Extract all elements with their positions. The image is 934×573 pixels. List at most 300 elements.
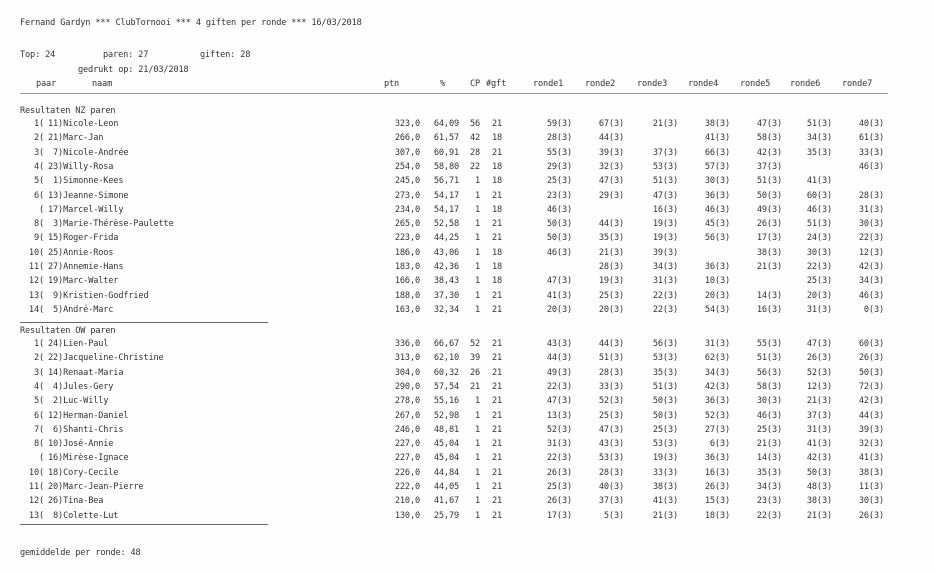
- cell-ronde2: 19(3): [598, 276, 624, 287]
- cell-ronde3: 35(3): [652, 367, 678, 378]
- cell-ronde5: 23(3): [756, 496, 782, 507]
- cell-pair: 24)Lien-Paul: [48, 339, 109, 349]
- cell-ronde7: 33(3): [858, 147, 884, 158]
- cell-ronde2: 44(3): [598, 339, 624, 349]
- result-row: [0, 191, 934, 201]
- cell-pct: 52,98: [433, 410, 459, 421]
- cell-pct: 45,04: [433, 453, 459, 464]
- cell-ronde4: 62(3): [704, 353, 730, 364]
- cell-ronde3: 25(3): [652, 424, 678, 435]
- cell-ronde7: 22(3): [858, 233, 884, 244]
- col-gft: #gft: [486, 79, 507, 89]
- cell-pair: 7)Nicole-Andrée: [48, 147, 129, 158]
- cell-ronde3: 56(3): [652, 339, 678, 349]
- cell-ronde1: 22(3): [546, 381, 572, 392]
- cell-cp: 42: [469, 133, 480, 144]
- cell-idx: 11(: [28, 262, 44, 272]
- cell-ronde6: 12(3): [806, 381, 832, 392]
- result-row: [0, 248, 934, 258]
- cell-ronde4: 52(3): [704, 410, 730, 421]
- cell-ronde3: 16(3): [652, 204, 678, 215]
- cell-idx: 10(: [28, 247, 44, 258]
- cell-ronde3: 53(3): [652, 353, 678, 364]
- cell-ronde5: 25(3): [756, 424, 782, 435]
- cell-ronde3: 19(3): [652, 453, 678, 464]
- result-row: [0, 162, 934, 172]
- cell-ronde7: 28(3): [858, 190, 884, 201]
- cell-ronde6: 50(3): [806, 467, 832, 478]
- cell-ronde6: 38(3): [806, 496, 832, 507]
- cell-cp: 1: [474, 453, 480, 464]
- printed-date: gedrukt op: 21/03/2018: [78, 65, 189, 75]
- cell-cp: 1: [474, 290, 480, 301]
- cell-gft: 18: [491, 204, 502, 215]
- cell-ronde1: 25(3): [546, 176, 572, 187]
- cell-ronde1: 31(3): [546, 439, 572, 450]
- cell-pair: 20)Marc-Jean-Pierre: [48, 482, 144, 492]
- cell-ronde3: 31(3): [652, 276, 678, 287]
- cell-ronde3: 51(3): [652, 381, 678, 392]
- cell-ptn: 323,0: [394, 119, 420, 129]
- cell-ptn: 234,0: [394, 204, 420, 215]
- cell-ptn: 290,0: [394, 381, 420, 392]
- result-row: [0, 411, 934, 421]
- cell-ronde5: 26(3): [756, 219, 782, 230]
- cell-ronde3: 51(3): [652, 176, 678, 187]
- cell-ronde6: 37(3): [806, 410, 832, 421]
- cell-ronde5: 51(3): [756, 353, 782, 364]
- cell-ronde6: 41(3): [806, 439, 832, 450]
- cell-ronde1: 49(3): [546, 367, 572, 378]
- result-row: [0, 219, 934, 229]
- cell-pair: 25)Annie-Roos: [48, 247, 114, 258]
- cell-pct: 60,91: [433, 147, 459, 158]
- cell-ronde2: 37(3): [598, 496, 624, 507]
- cell-ptn: 304,0: [394, 367, 420, 378]
- cell-gft: 21: [491, 190, 502, 201]
- cell-ronde4: 18(3): [704, 510, 730, 521]
- cell-pair: 4)Jules-Gery: [48, 381, 114, 392]
- cell-pct: 54,17: [433, 190, 459, 201]
- cell-idx: 5(: [33, 396, 44, 407]
- cell-idx: 2(: [33, 353, 44, 364]
- cell-ptn: 210,0: [394, 496, 420, 507]
- cell-idx: 4(: [33, 161, 44, 172]
- cell-ronde4: 34(3): [704, 367, 730, 378]
- paren-value: paren: 27: [103, 50, 149, 60]
- cell-ronde7: 34(3): [858, 276, 884, 287]
- cell-cp: 52: [469, 339, 480, 349]
- cell-ronde1: 23(3): [546, 190, 572, 201]
- cell-pct: 54,17: [433, 204, 459, 215]
- cell-ronde3: 39(3): [652, 247, 678, 258]
- cell-ronde2: 28(3): [598, 467, 624, 478]
- cell-ptn: 265,0: [394, 219, 420, 230]
- cell-gft: 18: [491, 133, 502, 144]
- cell-ptn: 267,0: [394, 410, 420, 421]
- cell-ronde2: 29(3): [598, 190, 624, 201]
- ow-section-rule: [20, 524, 268, 525]
- cell-ptn: 266,0: [394, 133, 420, 144]
- cell-ronde3: 19(3): [652, 219, 678, 230]
- cell-ronde5: 22(3): [756, 510, 782, 521]
- cell-cp: 1: [474, 247, 480, 258]
- cell-gft: 18: [491, 161, 502, 172]
- cell-idx: 1(: [33, 339, 44, 349]
- cell-pct: 37,30: [433, 290, 459, 301]
- cell-ronde6: 42(3): [806, 453, 832, 464]
- cell-ronde4: 57(3): [704, 161, 730, 172]
- cell-pair: 3)Marie-Thérèse-Paulette: [48, 219, 174, 230]
- cell-ronde4: 54(3): [704, 304, 730, 315]
- cell-ronde6: 51(3): [806, 119, 832, 129]
- cell-ronde1: 26(3): [546, 467, 572, 478]
- result-row: [0, 262, 934, 272]
- cell-cp: 22: [469, 161, 480, 172]
- cell-gft: 21: [491, 510, 502, 521]
- cell-pair: 5)André-Marc: [48, 304, 114, 315]
- cell-ptn: 163,0: [394, 304, 420, 315]
- cell-ronde5: 35(3): [756, 467, 782, 478]
- cell-ronde4: 66(3): [704, 147, 730, 158]
- cell-ronde7: 39(3): [858, 424, 884, 435]
- cell-pct: 44,84: [433, 467, 459, 478]
- cell-ronde4: 15(3): [704, 496, 730, 507]
- cell-ronde6: 26(3): [806, 353, 832, 364]
- cell-ronde2: 47(3): [598, 176, 624, 187]
- cell-ronde1: 22(3): [546, 453, 572, 464]
- cell-ronde7: 60(3): [858, 339, 884, 349]
- cell-pct: 56,71: [433, 176, 459, 187]
- cell-ronde6: 35(3): [806, 147, 832, 158]
- cell-ronde3: 50(3): [652, 396, 678, 407]
- cell-idx: 13(: [28, 290, 44, 301]
- cell-cp: 1: [474, 482, 480, 492]
- col-pct: %: [440, 79, 446, 89]
- cell-ronde1: 26(3): [546, 496, 572, 507]
- cell-pct: 57,54: [433, 381, 459, 392]
- result-row: [0, 511, 934, 521]
- cell-idx: 11(: [28, 482, 44, 492]
- cell-ronde6: 24(3): [806, 233, 832, 244]
- col-ronde5: ronde5: [740, 79, 771, 89]
- cell-pair: 13)Jeanne-Simone: [48, 190, 129, 201]
- top-value: Top: 24: [20, 50, 56, 60]
- cell-ronde3: 22(3): [652, 290, 678, 301]
- cell-gft: 21: [491, 424, 502, 435]
- cell-ronde1: 43(3): [546, 339, 572, 349]
- cell-ronde6: 47(3): [806, 339, 832, 349]
- result-row: [0, 439, 934, 449]
- cell-pair: 9)Kristien-Godfried: [48, 290, 149, 301]
- cell-cp: 28: [469, 147, 480, 158]
- cell-ronde1: 29(3): [546, 161, 572, 172]
- cell-ptn: 186,0: [394, 247, 420, 258]
- cell-cp: 1: [474, 219, 480, 230]
- cell-ronde4: 56(3): [704, 233, 730, 244]
- cell-ronde6: 51(3): [806, 219, 832, 230]
- cell-ronde2: 5(3): [603, 510, 624, 521]
- cell-ronde3: 50(3): [652, 410, 678, 421]
- cell-ronde5: 16(3): [756, 304, 782, 315]
- cell-ronde7: 31(3): [858, 204, 884, 215]
- cell-ronde7: 42(3): [858, 396, 884, 407]
- result-row: [0, 205, 934, 215]
- cell-pct: 42,36: [433, 262, 459, 272]
- cell-gft: 21: [491, 396, 502, 407]
- cell-ronde4: 45(3): [704, 219, 730, 230]
- cell-pair: 17)Marcel-Willy: [48, 204, 124, 215]
- cell-ronde2: 47(3): [598, 424, 624, 435]
- cell-ronde5: 42(3): [756, 147, 782, 158]
- result-row: [0, 382, 934, 392]
- cell-ronde2: 20(3): [598, 304, 624, 315]
- cell-ronde5: 55(3): [756, 339, 782, 349]
- cell-pct: 41,67: [433, 496, 459, 507]
- cell-ronde5: 38(3): [756, 247, 782, 258]
- cell-gft: 21: [491, 147, 502, 158]
- result-row: [0, 468, 934, 478]
- cell-ronde7: 46(3): [858, 161, 884, 172]
- col-ronde3: ronde3: [637, 79, 668, 89]
- cell-gft: 21: [491, 339, 502, 349]
- cell-ronde1: 44(3): [546, 353, 572, 364]
- cell-ptn: 183,0: [394, 262, 420, 272]
- col-cp: CP: [470, 79, 481, 89]
- cell-ronde3: 21(3): [652, 510, 678, 521]
- col-ronde4: ronde4: [688, 79, 719, 89]
- cell-ronde6: 22(3): [806, 262, 832, 272]
- cell-gft: 21: [491, 119, 502, 129]
- cell-ronde5: 50(3): [756, 190, 782, 201]
- cell-pair: 11)Nicole-Leon: [48, 119, 119, 129]
- cell-ronde4: 42(3): [704, 381, 730, 392]
- cell-gft: 21: [491, 482, 502, 492]
- cell-ronde2: 67(3): [598, 119, 624, 129]
- cell-pair: 21)Marc-Jan: [48, 133, 104, 144]
- cell-ronde7: 11(3): [858, 482, 884, 492]
- cell-ronde7: 41(3): [858, 453, 884, 464]
- cell-ronde3: 53(3): [652, 439, 678, 450]
- result-row: [0, 119, 934, 129]
- cell-ronde5: 49(3): [756, 204, 782, 215]
- cell-ronde6: 21(3): [806, 510, 832, 521]
- cell-cp: 1: [474, 424, 480, 435]
- cell-ronde4: 46(3): [704, 204, 730, 215]
- cell-ronde3: 38(3): [652, 482, 678, 492]
- cell-cp: 1: [474, 233, 480, 244]
- cell-ronde1: 47(3): [546, 396, 572, 407]
- cell-ronde3: 37(3): [652, 147, 678, 158]
- cell-ronde2: 43(3): [598, 439, 624, 450]
- cell-gft: 21: [491, 453, 502, 464]
- cell-ronde2: 52(3): [598, 396, 624, 407]
- cell-ronde2: 28(3): [598, 262, 624, 272]
- cell-ronde7: 46(3): [858, 290, 884, 301]
- cell-gft: 21: [491, 353, 502, 364]
- cell-pair: 23)Willy-Rosa: [48, 161, 114, 172]
- cell-ronde2: 32(3): [598, 161, 624, 172]
- result-row: [0, 133, 934, 143]
- cell-gft: 21: [491, 467, 502, 478]
- cell-idx: 13(: [28, 510, 44, 521]
- cell-ronde7: 30(3): [858, 219, 884, 230]
- cell-ronde1: 28(3): [546, 133, 572, 144]
- cell-ronde1: 50(3): [546, 219, 572, 230]
- cell-ronde1: 47(3): [546, 276, 572, 287]
- nz-section-rule: [20, 322, 268, 323]
- cell-gft: 18: [491, 262, 502, 272]
- result-row: [0, 276, 934, 286]
- cell-ronde4: 6(3): [709, 439, 730, 450]
- col-naam: naam: [92, 79, 113, 89]
- cell-ptn: 227,0: [394, 453, 420, 464]
- cell-cp: 39: [469, 353, 480, 364]
- cell-ronde4: 36(3): [704, 396, 730, 407]
- result-row: [0, 396, 934, 406]
- cell-ronde6: 48(3): [806, 482, 832, 492]
- col-ptn: ptn: [384, 79, 400, 89]
- cell-pair: 14)Renaat-Maria: [48, 367, 124, 378]
- cell-idx: 12(: [28, 496, 44, 507]
- cell-gft: 18: [491, 247, 502, 258]
- cell-ronde7: 38(3): [858, 467, 884, 478]
- cell-ptn: 130,0: [394, 510, 420, 521]
- cell-ronde6: 31(3): [806, 304, 832, 315]
- cell-ronde5: 21(3): [756, 262, 782, 272]
- cell-ronde3: 33(3): [652, 467, 678, 478]
- cell-ptn: 278,0: [394, 396, 420, 407]
- cell-ronde5: 14(3): [756, 290, 782, 301]
- cell-pct: 44,25: [433, 233, 459, 244]
- cell-ronde1: 46(3): [546, 247, 572, 258]
- cell-gft: 21: [491, 410, 502, 421]
- cell-pair: 27)Annemie-Hans: [48, 262, 124, 272]
- result-row: [0, 148, 934, 158]
- cell-ronde4: 36(3): [704, 453, 730, 464]
- cell-ronde4: 30(3): [704, 176, 730, 187]
- cell-idx: 4(: [33, 381, 44, 392]
- cell-ronde7: 61(3): [858, 133, 884, 144]
- cell-ronde4: 38(3): [704, 119, 730, 129]
- cell-pair: 22)Jacqueline-Christine: [48, 353, 164, 364]
- cell-ronde7: 40(3): [858, 119, 884, 129]
- cell-ronde4: 31(3): [704, 339, 730, 349]
- cell-pct: 58,80: [433, 161, 459, 172]
- cell-ronde3: 41(3): [652, 496, 678, 507]
- cell-ronde1: 25(3): [546, 482, 572, 492]
- result-row: [0, 453, 934, 463]
- cell-pct: 43,06: [433, 247, 459, 258]
- cell-ronde6: 31(3): [806, 424, 832, 435]
- cell-idx: 1(: [33, 119, 44, 129]
- cell-ronde6: 25(3): [806, 276, 832, 287]
- cell-gft: 21: [491, 439, 502, 450]
- cell-pair: 10)José-Annie: [48, 439, 114, 450]
- cell-ronde4: 36(3): [704, 262, 730, 272]
- cell-ptn: 223,0: [394, 233, 420, 244]
- cell-idx: 3(: [33, 147, 44, 158]
- cell-cp: 1: [474, 510, 480, 521]
- document-title: Fernand Gardyn *** ClubTornooi *** 4 giften per ronde *** 16/03/2018: [20, 18, 362, 28]
- cell-ronde2: 25(3): [598, 290, 624, 301]
- cell-ronde2: 44(3): [598, 133, 624, 144]
- cell-pair: 8)Colette-Lut: [48, 510, 119, 521]
- cell-ronde3: 34(3): [652, 262, 678, 272]
- cell-cp: 1: [474, 304, 480, 315]
- cell-ronde6: 60(3): [806, 190, 832, 201]
- cell-pct: 62,10: [433, 353, 459, 364]
- result-row: [0, 339, 934, 349]
- cell-cp: 1: [474, 204, 480, 215]
- cell-gft: 18: [491, 276, 502, 287]
- col-paar: paar: [36, 79, 57, 89]
- cell-gft: 21: [491, 219, 502, 230]
- cell-pct: 38,43: [433, 276, 459, 287]
- cell-gft: 21: [491, 290, 502, 301]
- cell-ronde4: 41(3): [704, 133, 730, 144]
- cell-ronde6: 46(3): [806, 204, 832, 215]
- cell-pair: 26)Tina-Bea: [48, 496, 104, 507]
- cell-ronde3: 47(3): [652, 190, 678, 201]
- cell-cp: 56: [469, 119, 480, 129]
- cell-ronde1: 13(3): [546, 410, 572, 421]
- result-row: [0, 353, 934, 363]
- cell-ronde7: 72(3): [858, 381, 884, 392]
- cell-pct: 45,04: [433, 439, 459, 450]
- result-row: [0, 233, 934, 243]
- cell-ronde3: 19(3): [652, 233, 678, 244]
- cell-ptn: 245,0: [394, 176, 420, 187]
- cell-ronde6: 52(3): [806, 367, 832, 378]
- cell-idx: 9(: [33, 233, 44, 244]
- result-row: [0, 368, 934, 378]
- cell-pair: 6)Shanti-Chris: [48, 424, 124, 435]
- cell-cp: 1: [474, 496, 480, 507]
- cell-ronde7: 0(3): [863, 304, 884, 315]
- cell-idx: 10(: [28, 467, 44, 478]
- average-per-round: gemiddelde per ronde: 48: [20, 548, 141, 558]
- cell-gft: 21: [491, 233, 502, 244]
- cell-cp: 21: [469, 381, 480, 392]
- cell-idx: 8(: [33, 439, 44, 450]
- cell-ronde4: 26(3): [704, 482, 730, 492]
- cell-ronde2: 53(3): [598, 453, 624, 464]
- cell-pair: 18)Cory-Cecile: [48, 467, 119, 478]
- cell-ptn: 188,0: [394, 290, 420, 301]
- cell-ronde7: 44(3): [858, 410, 884, 421]
- cell-cp: 1: [474, 262, 480, 272]
- result-row: [0, 291, 934, 301]
- cell-ronde5: 46(3): [756, 410, 782, 421]
- cell-ronde3: 22(3): [652, 304, 678, 315]
- cell-ptn: 246,0: [394, 424, 420, 435]
- cell-idx: (: [38, 204, 44, 215]
- cell-pair: 1)Simonne-Kees: [48, 176, 124, 187]
- nz-section-heading: Resultaten NZ paren: [20, 106, 116, 116]
- cell-pair: 16)Mirèse-Ignace: [48, 453, 129, 464]
- cell-pct: 44,05: [433, 482, 459, 492]
- cell-pct: 25,79: [433, 510, 459, 521]
- cell-idx: 3(: [33, 367, 44, 378]
- column-header-row: [0, 79, 934, 89]
- cell-idx: 7(: [33, 424, 44, 435]
- cell-ronde4: 16(3): [704, 467, 730, 478]
- cell-ronde5: 47(3): [756, 119, 782, 129]
- cell-idx: 12(: [28, 276, 44, 287]
- cell-pct: 64,09: [433, 119, 459, 129]
- cell-ronde1: 17(3): [546, 510, 572, 521]
